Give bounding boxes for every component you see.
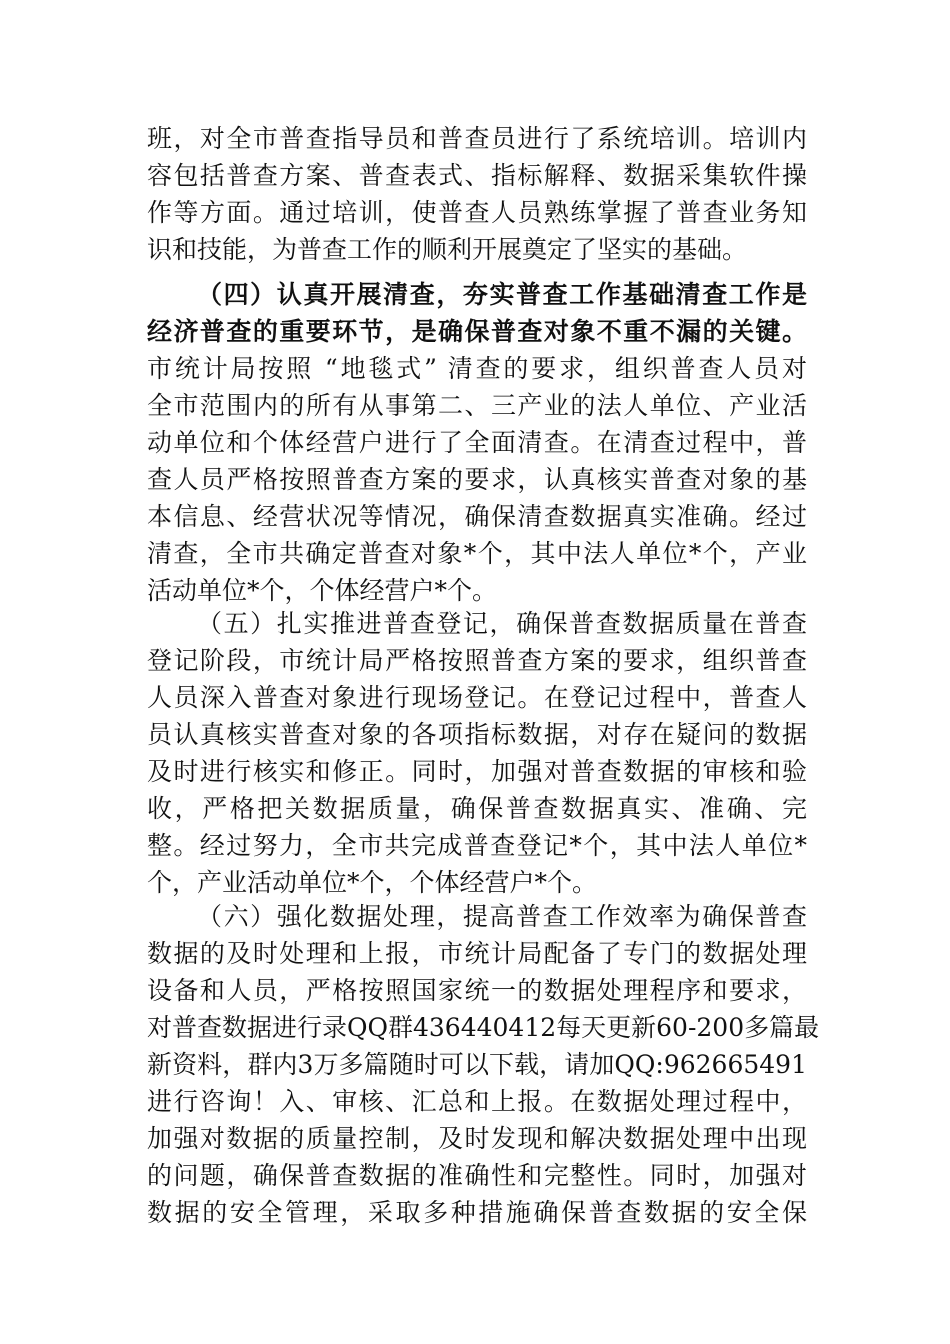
text-line: 对普查数据进行录QQ群436440412每天更新60-200多篇最 (147, 1013, 820, 1042)
text-line: 的问题，确保普查数据的准确性和完整性。同时，加强对 (147, 1161, 807, 1190)
text-line: 动单位和个体经营户进行了全面清查。在清查过程中，普 (147, 428, 807, 457)
text-line: 进行咨询！入、审核、汇总和上报。在数据处理过程中， (147, 1087, 807, 1116)
text-line: 容包括普查方案、普查表式、指标解释、数据采集软件操 (147, 161, 807, 190)
paragraph-section-5 (147, 605, 807, 901)
text-line: 设备和人员，严格按照国家统一的数据处理程序和要求， (147, 976, 807, 1005)
text-line: 查人员严格按照普查方案的要求，认真核实普查对象的基 (147, 465, 807, 494)
text-line: 班，对全市普查指导员和普查员进行了系统培训。培训内 (147, 124, 807, 153)
text-line: 员认真核实普查对象的各项指标数据，对存在疑问的数据 (147, 720, 807, 749)
text-line: 个，产业活动单位*个，个体经营户*个。 (147, 868, 598, 897)
text-line: 数据的安全管理，采取多种措施确保普查数据的安全保 (147, 1198, 807, 1227)
text-line: 及时进行核实和修正。同时，加强对普查数据的审核和验 (147, 757, 807, 786)
text-line: 整。经过努力，全市共完成普查登记*个，其中法人单位* (147, 831, 807, 860)
paragraph-section-6 (147, 898, 820, 1231)
text-line: 作等方面。通过培训，使普查人员熟练掌握了普查业务知 (147, 198, 807, 227)
text-line: 识和技能，为普查工作的顺利开展奠定了坚实的基础。 (147, 235, 748, 264)
text-line: 新资料，群内3万多篇随时可以下载，请加QQ:962665491 (147, 1050, 807, 1079)
text-line: 活动单位*个，个体经营户*个。 (147, 576, 498, 605)
text-line: 收，严格把关数据质量，确保普查数据真实、准确、完 (147, 794, 807, 823)
paragraph-section-4 (147, 276, 807, 609)
text-line: 加强对数据的质量控制，及时发现和解决数据处理中出现 (147, 1124, 807, 1153)
paragraph-training (147, 120, 807, 268)
text-line: 本信息、经营状况等情况，确保清查数据真实准确。经过 (147, 502, 807, 531)
text-line: 全市范围内的所有从事第二、三产业的法人单位、产业活 (147, 391, 807, 420)
text-line: 数据的及时处理和上报，市统计局配备了专门的数据处理 (147, 939, 807, 968)
text-line: 人员深入普查对象进行现场登记。在登记过程中，普查人 (147, 683, 807, 712)
text-line: 登记阶段，市统计局严格按照普查方案的要求，组织普查 (147, 646, 807, 675)
text-line: 市统计局按照 “地毯式” 清查的要求，组织普查人员对 (147, 354, 807, 383)
section-heading-line: （五）扎实推进普查登记，确保普查数据质量在普查 (197, 609, 807, 638)
section-heading-line: （四）认真开展清查，夯实普查工作基础清查工作是 (197, 280, 807, 309)
section-heading-line: 经济普查的重要环节，是确保普查对象不重不漏的关键。 (147, 317, 807, 346)
section-heading-line: （六）强化数据处理，提高普查工作效率为确保普查 (197, 902, 807, 931)
text-line: 清查，全市共确定普查对象*个，其中法人单位*个，产业 (147, 539, 807, 568)
